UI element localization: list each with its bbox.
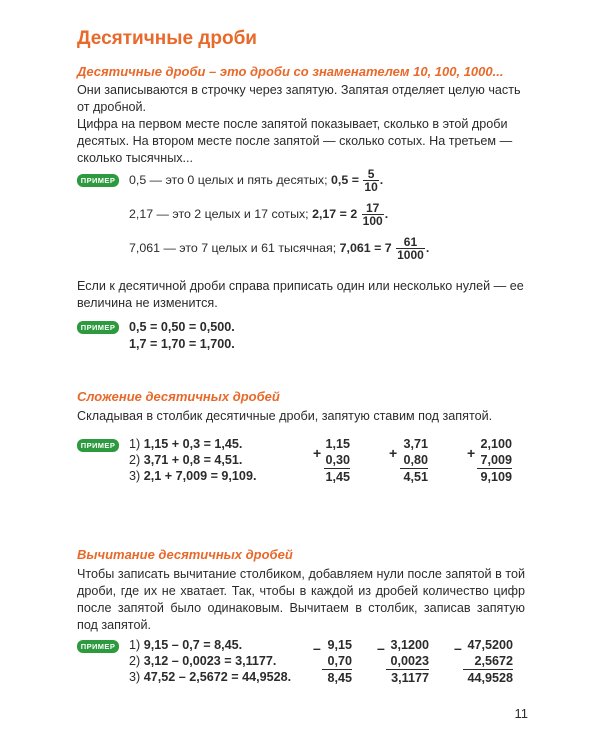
item-expression: 47,52 – 2,5672 = 44,9528. bbox=[143, 670, 292, 684]
column-addition bbox=[324, 436, 350, 485]
operand-bottom: 0,30 bbox=[325, 453, 350, 467]
plus-sign: + bbox=[389, 445, 398, 461]
column-subtraction bbox=[322, 637, 352, 686]
period: . bbox=[384, 206, 389, 221]
example-badge: ПРИМЕР bbox=[77, 321, 119, 334]
item-number: 3) bbox=[129, 469, 141, 483]
fraction bbox=[363, 168, 378, 193]
subtraction-item bbox=[129, 637, 242, 653]
section-heading-subtraction: Вычитание десятичных дробей bbox=[77, 547, 293, 562]
column-subtraction bbox=[463, 637, 513, 686]
example-line bbox=[129, 236, 429, 261]
minus-sign: – bbox=[454, 640, 462, 656]
result: 8,45 bbox=[327, 671, 352, 685]
denominator: 10 bbox=[364, 180, 378, 194]
example-line bbox=[129, 168, 383, 193]
item-expression: 2,1 + 7,009 = 9,109. bbox=[143, 469, 257, 483]
example-line bbox=[129, 202, 388, 227]
item-number: 3) bbox=[129, 670, 141, 684]
example-equation: 7,061 = 7 bbox=[339, 240, 392, 255]
column-addition bbox=[477, 436, 512, 485]
item-number: 1) bbox=[129, 437, 141, 451]
operand-bottom: 0,70 bbox=[322, 653, 352, 670]
paragraph-subtraction: Чтобы записать вычитание столбиком, добавляем нули после запятой в той дроби, где их не хватает. Так, чтобы в каждой из дробей количество цифр после запятой было одинаковым. Вычитаем в столбик, записав запятую под запятой. bbox=[77, 567, 525, 632]
operand-bottom: 7,009 bbox=[477, 452, 512, 469]
paragraph-places: Цифра на первом месте после запятой показывает, сколько в этой дроби десятых. На втором месте после запятой — сколько сотых. На третьем — сколько тысячных... bbox=[77, 117, 513, 165]
operand-top: 9,15 bbox=[327, 638, 352, 652]
result: 44,9528 bbox=[467, 671, 513, 685]
item-expression: 1,15 + 0,3 = 1,45. bbox=[143, 437, 243, 451]
section-heading-decimals: Десятичные дроби – это дроби со знаменателем 10, 100, 1000... bbox=[77, 64, 504, 79]
zeros-example-2: 1,7 = 1,70 = 1,700. bbox=[129, 337, 235, 351]
fraction bbox=[362, 202, 384, 227]
plus-sign: + bbox=[467, 445, 476, 461]
minus-sign: – bbox=[377, 640, 385, 656]
numerator: 61 bbox=[403, 235, 418, 249]
zeros-example-1: 0,5 = 0,50 = 0,500. bbox=[129, 320, 235, 334]
operand-top: 47,5200 bbox=[467, 638, 513, 652]
subtraction-item bbox=[129, 669, 291, 685]
paragraph-addition: Складывая в столбик десятичные дроби, запятую ставим под запятой. bbox=[77, 409, 493, 423]
page-number: 11 bbox=[514, 706, 528, 721]
example-text: 0,5 — это 0 целых и пять десятых; bbox=[129, 172, 328, 187]
denominator: 1000 bbox=[397, 248, 424, 262]
operand-top: 3,1200 bbox=[390, 638, 429, 652]
item-number: 1) bbox=[129, 638, 141, 652]
operand-top: 3,71 bbox=[403, 437, 428, 451]
paragraph-intro: Они записываются в строчку через запятую. Запятая отделяет целую часть от дробной. bbox=[77, 83, 521, 114]
item-expression: 3,12 – 0,0023 = 3,1177. bbox=[143, 654, 277, 668]
result: 1,45 bbox=[325, 470, 350, 484]
result: 3,1177 bbox=[391, 671, 429, 685]
example-badge: ПРИМЕР bbox=[77, 174, 119, 187]
example-equation: 0,5 = bbox=[331, 172, 359, 187]
example-badge: ПРИМЕР bbox=[77, 640, 119, 653]
example-equation: 2,17 = 2 bbox=[312, 206, 358, 221]
addition-item bbox=[129, 468, 256, 484]
addition-item bbox=[129, 452, 242, 468]
plus-sign: + bbox=[313, 445, 322, 461]
operand-bottom: 0,80 bbox=[400, 452, 428, 469]
paragraph-trailing-zeros: Если к десятичной дроби справа приписать один или несколько нулей — ее величина не изменится. bbox=[77, 279, 524, 310]
section-heading-addition: Сложение десятичных дробей bbox=[77, 389, 280, 404]
item-number: 2) bbox=[129, 453, 141, 467]
column-addition bbox=[400, 436, 428, 485]
result: 9,109 bbox=[480, 470, 512, 484]
minus-sign: – bbox=[313, 640, 321, 656]
item-number: 2) bbox=[129, 654, 141, 668]
operand-top: 2,100 bbox=[480, 437, 512, 451]
page-title: Десятичные дроби bbox=[77, 28, 257, 49]
period: . bbox=[379, 172, 384, 187]
denominator: 100 bbox=[362, 214, 383, 228]
subtraction-item bbox=[129, 653, 276, 669]
operand-top: 1,15 bbox=[325, 437, 350, 451]
example-text: 7,061 — это 7 целых и 61 тысячная; bbox=[129, 240, 337, 255]
numerator: 17 bbox=[366, 201, 380, 215]
column-subtraction bbox=[386, 637, 429, 686]
example-text: 2,17 — это 2 целых и 17 сотых; bbox=[129, 206, 309, 221]
item-expression: 9,15 – 0,7 = 8,45. bbox=[143, 638, 243, 652]
example-badge: ПРИМЕР bbox=[77, 439, 119, 452]
operand-bottom: 0,0023 bbox=[386, 653, 429, 670]
operand-bottom: 2,5672 bbox=[463, 653, 513, 670]
period: . bbox=[425, 240, 430, 255]
numerator: 5 bbox=[367, 167, 375, 181]
addition-item bbox=[129, 436, 242, 452]
item-expression: 3,71 + 0,8 = 4,51. bbox=[143, 453, 243, 467]
result: 4,51 bbox=[403, 470, 428, 484]
fraction bbox=[396, 236, 425, 261]
